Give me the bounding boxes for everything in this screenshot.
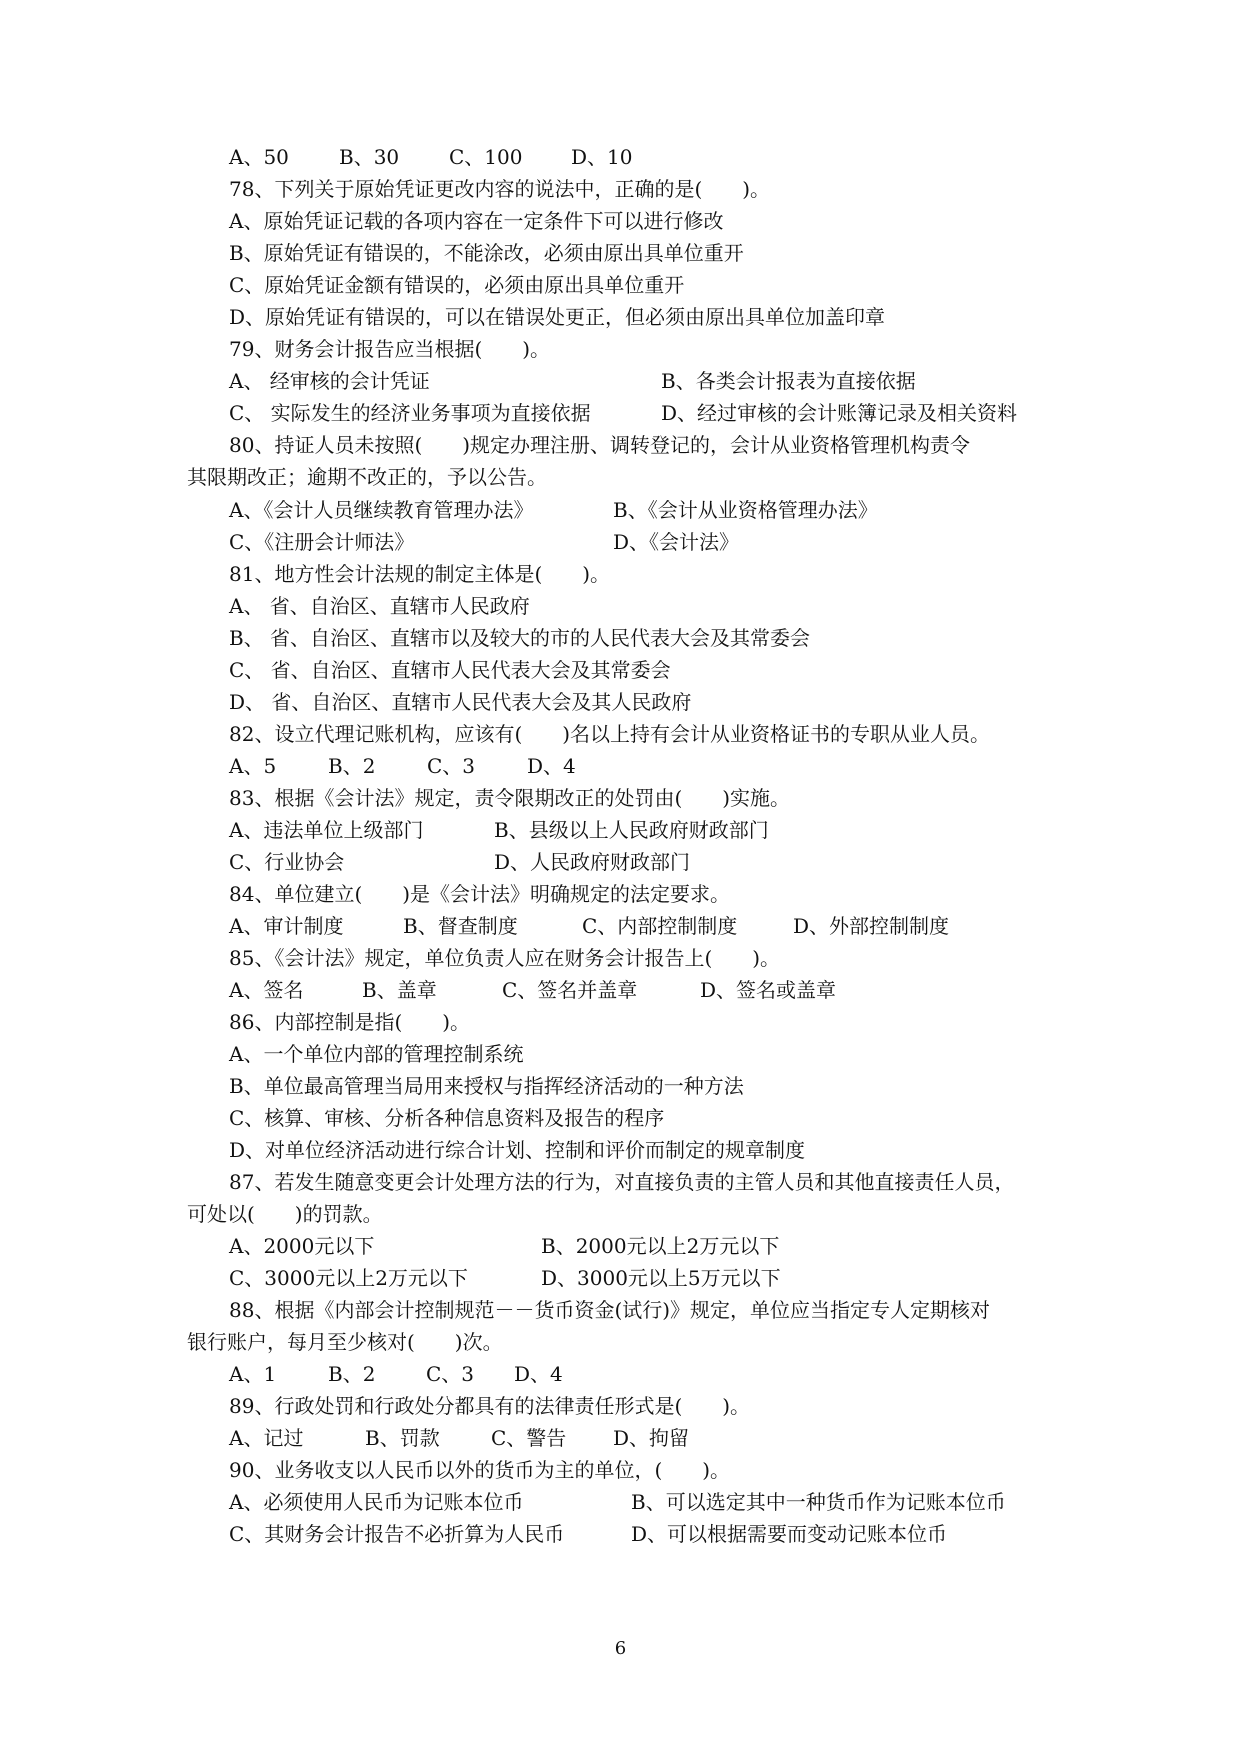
text-segment: C、3000元以上2万元以下 [229,1266,468,1290]
text-segment: D、可以根据需要而变动记账本位币 [631,1522,948,1546]
text-segment: A、记过 [229,1426,304,1450]
text-line: 其限期改正；逾期不改正的，予以公告。 [187,465,547,489]
text-line: 可处以( )的罚款。 [187,1202,383,1226]
text-segment: B、2 [328,1362,376,1386]
text-segment: A、5 [229,754,277,778]
text-segment: D、签名或盖章 [700,978,837,1002]
text-line: D、对单位经济活动进行综合计划、控制和评价而制定的规章制度 [229,1138,806,1162]
text-segment: B、各类会计报表为直接依据 [661,369,916,393]
text-line: A、原始凭证记载的各项内容在一定条件下可以进行修改 [229,209,724,233]
text-segment: C、100 [449,145,523,169]
text-segment: B、《会计从业资格管理办法》 [613,498,878,522]
text-line: B、单位最高管理当局用来授权与指挥经济活动的一种方法 [229,1074,744,1098]
text-line: 89、行政处罚和行政处分都具有的法律责任形式是( )。 [229,1394,751,1418]
text-line: 83、根据《会计法》规定，责令限期改正的处罚由( )实施。 [229,786,791,810]
text-line: A、一个单位内部的管理控制系统 [229,1042,524,1066]
text-line: 银行账户，每月至少核对( )次。 [187,1330,503,1354]
text-segment: B、30 [339,145,400,169]
text-segment: C、其财务会计报告不必折算为人民币 [229,1522,565,1546]
text-segment: A、签名 [229,978,304,1002]
text-segment: B、督查制度 [403,914,518,938]
text-segment: D、4 [527,754,576,778]
text-line: D、 省、自治区、直辖市人民代表大会及其人民政府 [229,690,692,714]
text-segment: A、违法单位上级部门 [229,818,424,842]
text-segment: C、签名并盖章 [502,978,638,1002]
text-segment: C、《注册会计师法》 [229,530,415,554]
text-segment: A、2000元以下 [229,1234,375,1258]
text-segment: C、3 [427,754,476,778]
text-segment: D、拘留 [613,1426,690,1450]
text-line: 88、根据《内部会计控制规范－－货币资金(试行)》规定，单位应当指定专人定期核对 [229,1298,991,1322]
text-line: B、原始凭证有错误的，不能涂改，必须由原出具单位重开 [229,241,744,265]
text-line: C、原始凭证金额有错误的，必须由原出具单位重开 [229,273,685,297]
text-line: C、核算、审核、分析各种信息资料及报告的程序 [229,1106,665,1130]
text-segment: D、外部控制制度 [793,914,950,938]
text-line: D、原始凭证有错误的，可以在错误处更正，但必须由原出具单位加盖印章 [229,305,886,329]
text-segment: C、 实际发生的经济业务事项为直接依据 [229,401,591,425]
text-segment: B、县级以上人民政府财政部门 [494,818,769,842]
text-segment: D、10 [571,145,633,169]
text-segment: A、《会计人员继续教育管理办法》 [229,498,534,522]
text-segment: A、 经审核的会计凭证 [229,369,430,393]
text-line: 84、单位建立( )是《会计法》明确规定的法定要求。 [229,882,731,906]
text-line: C、 省、自治区、直辖市人民代表大会及其常委会 [229,658,671,682]
text-segment: D、经过审核的会计账簿记录及相关资料 [661,401,1018,425]
text-line: B、 省、自治区、直辖市以及较大的市的人民代表大会及其常委会 [229,626,811,650]
text-segment: B、盖章 [362,978,437,1002]
text-line: 85、《会计法》规定，单位负责人应在财务会计报告上( )。 [229,946,781,970]
text-segment: D、人民政府财政部门 [494,850,691,874]
text-line: 81、地方性会计法规的制定主体是( )。 [229,562,611,586]
text-line: A、 省、自治区、直辖市人民政府 [229,594,530,618]
text-segment: C、警告 [491,1426,567,1450]
text-segment: C、内部控制制度 [582,914,738,938]
text-segment: D、《会计法》 [613,530,740,554]
text-segment: D、3000元以上5万元以下 [541,1266,781,1290]
text-line: 82、设立代理记账机构，应该有( )名以上持有会计从业资格证书的专职从业人员。 [229,722,991,746]
page-number: 6 [614,1638,627,1659]
text-segment: C、行业协会 [229,850,345,874]
text-segment: A、必须使用人民币为记账本位币 [229,1490,524,1514]
text-segment: C、3 [426,1362,475,1386]
text-segment: B、可以选定其中一种货币作为记账本位币 [631,1490,1006,1514]
text-segment: D、4 [514,1362,563,1386]
text-segment: B、罚款 [365,1426,440,1450]
text-line: 78、下列关于原始凭证更改内容的说法中，正确的是( )。 [229,177,771,201]
text-line: 87、若发生随意变更会计处理方法的行为，对直接负责的主管人员和其他直接责任人员， [229,1170,1015,1194]
text-line: 80、持证人员未按照( )规定办理注册、调转登记的，会计从业资格管理机构责令 [229,433,971,457]
text-line: 79、财务会计报告应当根据( )。 [229,337,551,361]
text-line: 90、业务收支以人民币以外的货币为主的单位，( )。 [229,1458,731,1482]
text-line: 86、内部控制是指( )。 [229,1010,471,1034]
text-segment: A、50 [229,145,289,169]
text-segment: B、2 [328,754,376,778]
text-segment: B、2000元以上2万元以下 [541,1234,780,1258]
text-segment: A、1 [229,1362,277,1386]
text-segment: A、审计制度 [229,914,344,938]
